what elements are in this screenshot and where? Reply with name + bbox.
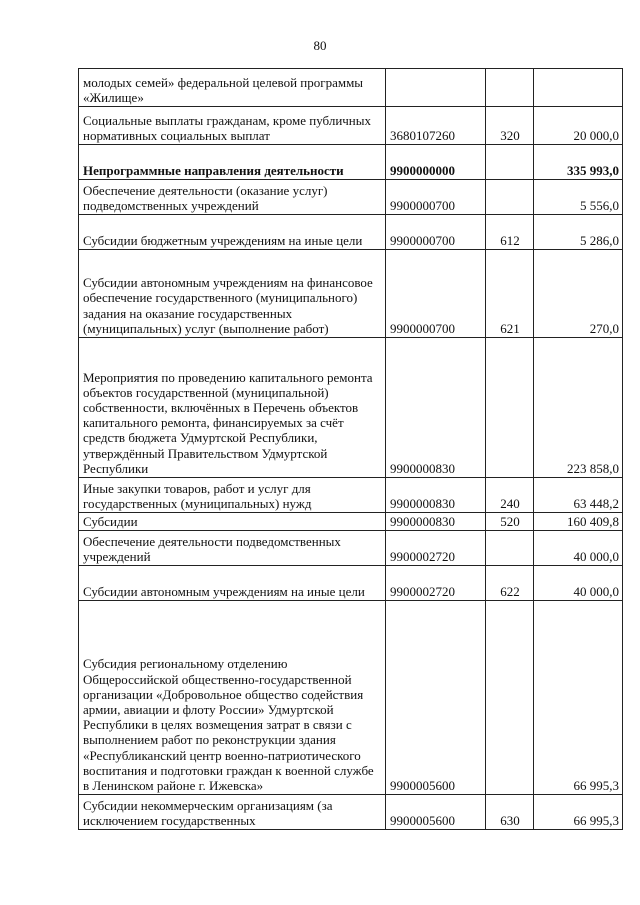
row-name-cell: Социальные выплаты гражданам, кроме публичных нормативных социальных выплат: [79, 107, 386, 145]
table-row: [79, 180, 623, 215]
row-vr-cell: 622: [486, 566, 534, 601]
row-code-cell: 9900005600: [386, 795, 486, 830]
row-name-cell: Обеспечение деятельности подведомственных учреждений: [79, 531, 386, 566]
table-row: [79, 531, 623, 566]
table-row: [79, 478, 623, 513]
budget-table: [78, 68, 623, 830]
row-vr-cell: 320: [486, 107, 534, 145]
row-vr-cell: [486, 180, 534, 215]
row-code-cell: 9900000000: [386, 145, 486, 180]
row-vr-cell: 240: [486, 478, 534, 513]
row-vr-cell: [486, 145, 534, 180]
row-code-cell: 9900000700: [386, 180, 486, 215]
row-name-cell: Иные закупки товаров, работ и услуг для государственных (муниципальных) нужд: [79, 478, 386, 513]
row-name-cell: Субсидии автономным учреждениям на иные цели: [79, 566, 386, 601]
table-row: [79, 338, 623, 478]
row-sum-cell: 20 000,0: [534, 107, 623, 145]
row-code-cell: 9900000830: [386, 478, 486, 513]
table-row: [79, 795, 623, 830]
row-sum-cell: 223 858,0: [534, 338, 623, 478]
table-row: [79, 566, 623, 601]
row-sum-cell: 40 000,0: [534, 566, 623, 601]
table-row: [79, 513, 623, 531]
table-row: [79, 250, 623, 338]
row-vr-cell: [486, 531, 534, 566]
row-vr-cell: 612: [486, 215, 534, 250]
row-sum-cell: 160 409,8: [534, 513, 623, 531]
row-code-cell: 9900000830: [386, 513, 486, 531]
table-row: [79, 69, 623, 107]
table-row: [79, 215, 623, 250]
row-name-cell: Субсидии автономным учреждениям на финансовое обеспечение государственного (муниципального) задания на оказание государственных (муниципальных) услуг (выполнение работ): [79, 250, 386, 338]
row-sum-cell: 40 000,0: [534, 531, 623, 566]
row-code-cell: [386, 69, 486, 107]
row-name-cell: Субсидии некоммерческим организациям (за исключением государственных: [79, 795, 386, 830]
table-row: [79, 601, 623, 795]
table-row: [79, 145, 623, 180]
row-sum-cell: 66 995,3: [534, 601, 623, 795]
row-vr-cell: 630: [486, 795, 534, 830]
row-vr-cell: [486, 601, 534, 795]
row-name-cell: Мероприятия по проведению капитального ремонта объектов государственной (муниципальной) собственности, включённых в Перечень объектов капитального ремонта, финансируемых за счёт средств бюджета Удмуртской Республики, утверждённый Правительством Удмуртской Республики: [79, 338, 386, 478]
row-sum-cell: 63 448,2: [534, 478, 623, 513]
row-sum-cell: 66 995,3: [534, 795, 623, 830]
row-code-cell: 9900002720: [386, 566, 486, 601]
row-code-cell: 9900002720: [386, 531, 486, 566]
row-code-cell: 9900000830: [386, 338, 486, 478]
row-sum-cell: 335 993,0: [534, 145, 623, 180]
row-sum-cell: [534, 69, 623, 107]
row-code-cell: 9900005600: [386, 601, 486, 795]
row-vr-cell: 520: [486, 513, 534, 531]
row-vr-cell: [486, 69, 534, 107]
row-sum-cell: 5 556,0: [534, 180, 623, 215]
row-vr-cell: [486, 338, 534, 478]
row-code-cell: 9900000700: [386, 215, 486, 250]
row-name-cell: Непрограммные направления деятельности: [79, 145, 386, 180]
row-name-cell: Субсидии бюджетным учреждениям на иные цели: [79, 215, 386, 250]
row-code-cell: 9900000700: [386, 250, 486, 338]
table-row: [79, 107, 623, 145]
row-name-cell: Обеспечение деятельности (оказание услуг) подведомственных учреждений: [79, 180, 386, 215]
row-vr-cell: 621: [486, 250, 534, 338]
row-name-cell: Субсидия региональному отделению Общероссийской общественно-государственной организации «Добровольное общество содействия армии, авиации и флоту России» Удмуртской Республики в целях возмещения затрат в связи с выполнением работ по реконструкции здания «Республиканский центр военно-патриотического воспитания и подготовки граждан к военной службе в Ленинском районе г. Ижевска»: [79, 601, 386, 795]
row-code-cell: 3680107260: [386, 107, 486, 145]
row-sum-cell: 5 286,0: [534, 215, 623, 250]
row-name-cell: молодых семей» федеральной целевой программы «Жилище»: [79, 69, 386, 107]
page-number: 80: [313, 38, 327, 53]
row-sum-cell: 270,0: [534, 250, 623, 338]
row-name-cell: Субсидии: [79, 513, 386, 531]
